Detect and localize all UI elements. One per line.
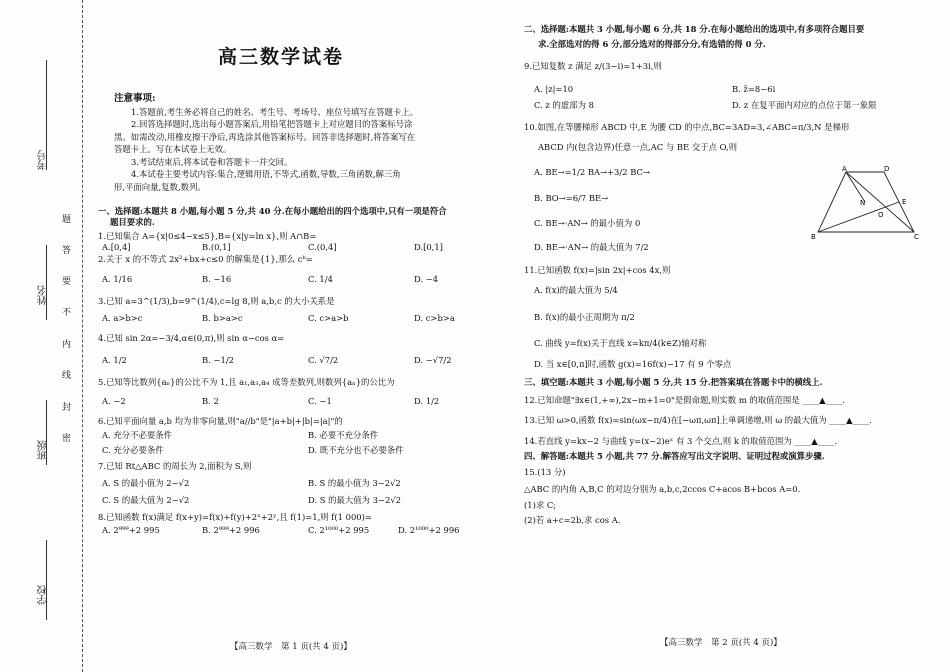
label-d: D <box>884 165 890 173</box>
question-stem-cont: ABCD 内(包含边界)任意一点,AC 与 BE 交于点 O,则 <box>538 142 737 152</box>
options-row <box>98 430 478 442</box>
option-c: C. BE→·AN→ 的最小值为 0 <box>534 217 641 228</box>
options-row <box>98 242 478 254</box>
left-column <box>98 93 478 537</box>
option-c: C. 2¹⁰⁰⁰+2 995 <box>308 525 370 536</box>
option-a: A. S 的最小值为 2−√2 <box>102 477 190 488</box>
seal-char: 内 <box>62 340 72 350</box>
section3-heading: 三、填空题:本题共 3 小题,每小题 5 分,共 15 分.把答案填在答题卡中的横线上. <box>524 377 823 387</box>
option-c: C. c>a>b <box>308 312 349 323</box>
option-b: B. 2 <box>202 395 219 406</box>
options-row <box>98 355 478 373</box>
seal-char: 答 <box>62 246 72 256</box>
option-b: B. −1/2 <box>202 355 234 366</box>
section2-heading: 二、选择题:本题共 3 小题,每小题 6 分,共 18 分.在每小题给出的选项中,有多项符合题目要 <box>524 24 865 34</box>
question-stem: 7.已知 Rt△ABC 的周长为 2,面积为 S,则 <box>98 461 252 472</box>
seal-char: 要 <box>62 277 72 287</box>
options-row <box>98 396 478 412</box>
option-d: D. S 的最大值为 3−2√2 <box>308 494 402 505</box>
seal-char: 题 <box>62 215 72 225</box>
label-o: O <box>878 211 884 219</box>
section1-heading-cont: 题目要求的. <box>110 216 155 227</box>
page-title: 高三数学试卷 <box>218 46 345 68</box>
question-15-part2: (2)若 a+c=2b,求 cos A. <box>524 515 621 525</box>
segment-an <box>846 172 865 202</box>
footer-right: 【高三数学 第 2 页(共 4 页)】 <box>660 638 782 648</box>
option-c: C. S 的最大值为 2−√2 <box>102 494 190 505</box>
option-b: B. 2⁹⁹⁹+2 996 <box>202 525 260 536</box>
note-line: 3.考试结束后,将本试卷和答题卡一并交回。 <box>131 156 293 167</box>
school-line <box>46 540 47 620</box>
option-b: B. S 的最小值为 3−2√2 <box>308 477 401 488</box>
question-stem: 2.关于 x 的不等式 2x²+bx+c≤0 的解集是{1},那么 cᵇ= <box>98 253 313 264</box>
option-d: D. z 在复平面内对应的点位于第一象限 <box>732 99 877 110</box>
question-15: 15.(13 分) <box>524 466 566 477</box>
question-13: 13.已知 ω>0,函数 f(x)=sin(ωx−π/4)在[−ωπ,ωπ]上单调递增,则 ω 的最大值为 ____▲____. <box>524 415 872 425</box>
option-c: C. 充分必要条件 <box>102 445 164 456</box>
option-d: D. 当 x∈[0,π]时,函数 g(x)=16f(x)−17 有 9 个零点 <box>534 358 732 369</box>
option-b: B.(0,1] <box>202 241 231 252</box>
options-row <box>98 478 478 490</box>
question-12: 12.已知命题"∃x∈(1,+∞),2x−m+1=0"是假命题,则实数 m 的取值范围是 ____▲____. <box>524 394 845 405</box>
label-n: N <box>860 199 866 207</box>
option-b: B. f(x)的最小正周期为 π/2 <box>534 311 635 322</box>
option-a: A.[0,4] <box>102 241 131 252</box>
question-stem: 8.已知函数 f(x)满足 f(x+y)=f(x)+f(y)+2ˣ+2ʸ,且 f(1)=1,则 f(1 000)= <box>98 511 372 522</box>
seal-char: 线 <box>62 371 72 381</box>
options-row <box>98 274 478 292</box>
question-stem: 3.已知 a=3^(1/3),b=9^(1/4),c=lg 8,则 a,b,c 的大小关系是 <box>98 296 335 307</box>
options-row <box>524 100 936 112</box>
options-row <box>98 495 478 507</box>
note-line: 1.答题前,考生务必将自己的姓名、考生号、考场号、座位号填写在答题卡上。 <box>131 106 419 117</box>
option-a: A. BE→=1/2 BA→+3/2 BC→ <box>534 166 650 177</box>
label-e: E <box>902 198 907 206</box>
option-c: C. 曲线 y=f(x)关于直线 x=kπ/4(k∈Z)轴对称 <box>534 338 707 348</box>
class-label: 班级 <box>38 440 49 460</box>
option-d: D. 既不充分也不必要条件 <box>308 445 404 456</box>
option-d: D. −√7/2 <box>414 355 452 366</box>
note-line: 黑。如需改动,用橡皮擦干净后,再选涂其他答案标号。回答非选择题时,将答案写在 <box>114 131 416 142</box>
question-stem: 5.已知等比数列{aₙ}的公比不为 1,且 a₁,a₃,a₄ 成等差数列,则数列{aₙ}的公比为 <box>98 377 395 388</box>
note-line: 4.本试卷主要考试内容:集合,逻辑用语,不等式,函数,导数,三角函数,解三角 <box>131 169 401 180</box>
option-d: D. 1/2 <box>414 395 440 406</box>
seal-char: 不 <box>62 308 72 318</box>
question-stem: 4.已知 sin 2α=−3/4,α∈(0,π),则 sin α−cos α= <box>98 332 285 343</box>
right-column <box>524 24 936 526</box>
option-a: A. −2 <box>102 395 126 406</box>
option-b: B. b>a>c <box>202 312 243 323</box>
name-label: 姓名 <box>38 285 49 305</box>
option-c: C. z 的虚部为 8 <box>534 99 594 110</box>
question-stem: 6.已知平面向量 a,b 均为非零向量,则"a//b"是"|a+b|+|b|=|a|"的 <box>98 415 343 426</box>
option-b: B. z̄=8−6i <box>732 83 776 94</box>
option-a: A. |z|=10 <box>534 83 574 94</box>
note-line: 答题卡上。写在本试卷上无效。 <box>114 144 232 155</box>
options-row <box>98 313 478 325</box>
option-c: C. −1 <box>308 395 332 406</box>
option-c: C. √7/2 <box>308 355 339 366</box>
name-line <box>46 245 47 320</box>
question-stem: 10.如图,在等腰梯形 ABCD 中,E 为腰 CD 的中点,BC=3AD=3,∠ABC=π/3,N 是梯形 <box>524 121 850 132</box>
option-b: B. −16 <box>202 274 232 285</box>
option-d: D. 2¹⁰⁰⁰+2 996 <box>398 525 460 536</box>
option-b: B. BO→=6/7 BE→ <box>534 193 609 203</box>
option-a: A. f(x)的最大值为 5/4 <box>534 285 618 295</box>
exam-no-label: 考号 <box>38 150 49 170</box>
option-d: D.[0,1] <box>414 241 443 252</box>
question-15-part1: (1)求 C; <box>524 499 557 510</box>
question-15-text: △ABC 的内角 A,B,C 的对边分别为 a,b,c,2ccos C+acos B+bcos A=0. <box>524 484 801 494</box>
question-stem: 11.已知函数 f(x)=|sin 2x|+cos 4x,则 <box>524 264 671 275</box>
section1-heading: 一、选择题:本题共 8 小题,每小题 5 分,共 40 分.在每小题给出的四个选项中,只有一项是符合 <box>98 206 447 217</box>
footer-left: 【高三数学 第 1 页(共 4 页)】 <box>230 642 352 652</box>
option-a: A. 充分不必要条件 <box>102 430 172 441</box>
option-d: D. BE→·AN→ 的最大值为 7/2 <box>534 242 649 252</box>
label-c: C <box>914 233 919 241</box>
option-c: C. 1/4 <box>308 274 333 285</box>
options-row <box>98 445 478 457</box>
options-row <box>98 525 478 537</box>
option-c: C.(0,4] <box>308 241 337 252</box>
option-d: D. c>b>a <box>414 312 455 323</box>
note-line: 形,平面向量,复数,数列。 <box>114 181 206 192</box>
option-d: D. −4 <box>414 274 439 285</box>
option-b: B. 必要不充分条件 <box>308 430 379 441</box>
option-a: A. a>b>c <box>102 312 143 323</box>
school-label: 学校 <box>38 585 49 605</box>
question-14: 14.若直线 y=kx−2 与曲线 y=(x−2)eˣ 有 3 个交点,则 k 的取值范围为 ____▲____. <box>524 435 838 446</box>
notes-heading: 注意事项: <box>114 93 156 104</box>
section4-heading: 四、解答题:本题共 5 小题,共 77 分.解答应写出文字说明、证明过程或演算步骤. <box>524 451 825 461</box>
label-b: B <box>811 233 816 241</box>
question-stem: 9.已知复数 z 满足 z/(3−i)=1+3i,则 <box>524 61 662 71</box>
note-line: 2.回答选择题时,选出每小题答案后,用铅笔把答题卡上对应题目的答案标号涂 <box>131 119 413 130</box>
options-row <box>524 84 936 96</box>
option-a: A. 1/2 <box>102 355 127 366</box>
seal-char: 密 <box>62 434 72 444</box>
seal-char: 封 <box>62 403 72 413</box>
option-a: A. 2⁹⁹⁹+2 995 <box>102 525 160 536</box>
binding-strip <box>0 0 83 672</box>
label-a: A <box>842 165 847 173</box>
option-a: A. 1/16 <box>102 274 133 285</box>
question-stem: 1.已知集合 A={x|0≤4−x≤5},B={x|y=ln x},则 A∩B= <box>98 231 317 242</box>
trapezoid-figure <box>808 164 924 242</box>
trapezoid-outline <box>818 172 914 232</box>
section2-heading-cont: 求.全部选对的得 6 分,部分选对的得部分分,有选错的得 0 分. <box>538 38 766 49</box>
